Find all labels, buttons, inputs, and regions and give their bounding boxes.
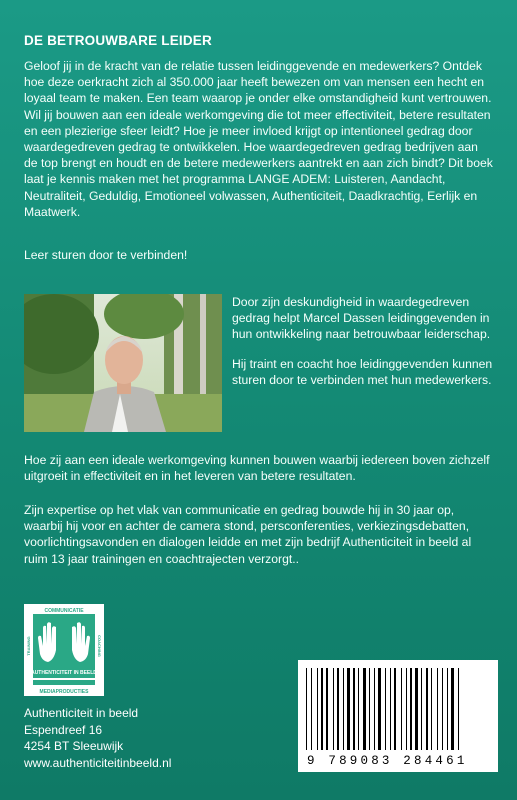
logo-bottom-text: MEDIAPRODUCTIES bbox=[39, 689, 89, 695]
body-paragraph-4: Zijn expertise op het vlak van communicatie en gedrag bouwde hij in 30 jaar op, waarbij hij voor en achter de camera stond, persconferenties, verkiezingsdebatten, voorlichtingsavonden en dialogen leidde en met zijn bedrijf Authenticiteit in beeld al ruim 13 jaar trainingen en coachtrajecten verzorgt.. bbox=[24, 503, 472, 566]
isbn-barcode bbox=[298, 660, 498, 772]
postal-city: 4254 BT Sleeuwijk bbox=[24, 739, 124, 753]
intro-paragraph: Geloof jij in de kracht van de relatie tussen leidinggevende en medewerkers? Ontdek hoe deze oerkracht zich al 350.000 jaar heeft bewezen om van mensen een hecht en loyaal team te maken. Een team waarop je onder elke omstandigheid kunt vertrouwen. Wil jij bouwen aan een ideale werkomgeving die tot meer effectiviteit, betere resultaten en een plezierige sfeer leidt? Hoe je meer invloed krijgt op intentioneel gedrag door waardegedreven gedrag te ontwikkelen. Hoe waardegedreven gedrag bedrijven aan de top brengt en houdt en de betere medewerkers aantrekt en aan zich bindt? Dit boek laat je kennis maken met het programma LANGE ADEM: Luisteren, Aandacht, Neutraliteit, Geduldig, Emotioneel volwassen, Authenticiteit, Daadkrachtig, Eerlijk en Maatwerk. bbox=[24, 59, 493, 219]
logo-right-text: COACHING bbox=[97, 635, 102, 657]
street-address: Espendreef 16 bbox=[24, 722, 103, 737]
website-link[interactable]: www.authenticiteitinbeeld.nl bbox=[24, 755, 172, 770]
isbn-number: 9 789083 284461 bbox=[307, 754, 468, 768]
slogan: Leer sturen door te verbinden! bbox=[24, 248, 188, 262]
publisher-logo bbox=[24, 604, 104, 696]
publisher-address bbox=[24, 705, 171, 771]
author-bio bbox=[232, 294, 494, 401]
body-paragraph-3: Hoe zij aan een ideale werkomgeving kunnen bouwen waarbij iedereen boven zichzelf uitgroeit in effectiviteit en in het leveren van betere resultaten. bbox=[24, 453, 490, 484]
bio-paragraph-1: Door zijn deskundigheid in waardegedreven gedrag helpt Marcel Dassen leidinggevenden in hun ontwikkeling naar betrouwbaar leiderschap. bbox=[232, 295, 491, 342]
logo-top-text: COMMUNICATIE bbox=[44, 608, 84, 614]
book-title: DE BETROUWBARE LEIDER bbox=[24, 33, 212, 48]
publisher-name: Authenticiteit in beeld bbox=[24, 706, 139, 720]
author-photo bbox=[24, 294, 222, 432]
bio-paragraph-2: Hij traint en coacht hoe leidinggevenden kunnen sturen door te verbinden met hun medewerkers. bbox=[232, 356, 493, 387]
logo-main-text: AUTHENTICITEIT IN BEELD bbox=[31, 670, 97, 676]
logo-left-text: TRAINING bbox=[26, 636, 31, 656]
